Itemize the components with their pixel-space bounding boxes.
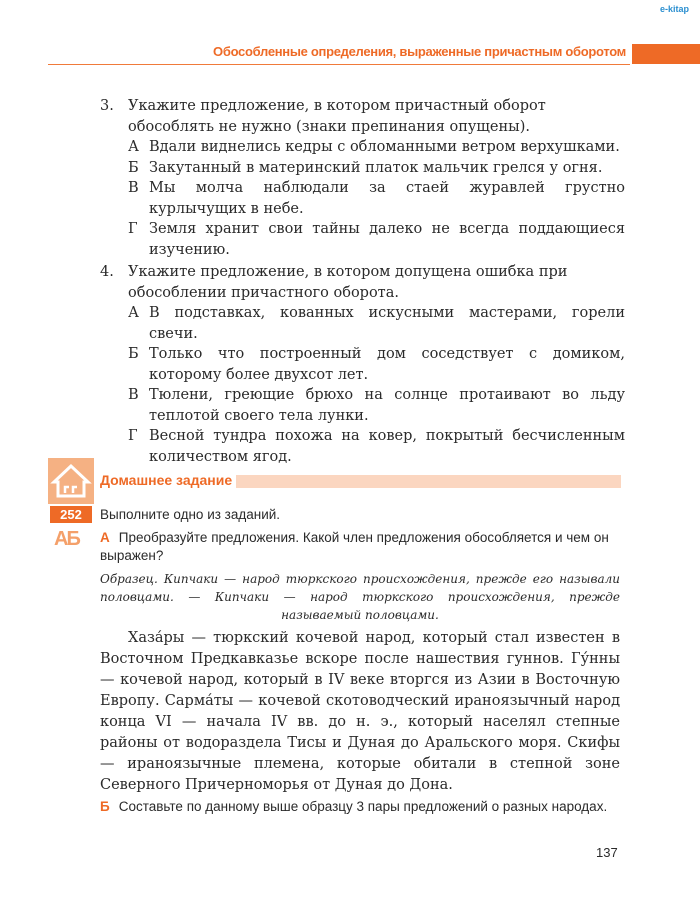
task-number-badge: 252 [50, 506, 92, 523]
option-text: Вдали виднелись кедры с обломанными ветром верхушками. [149, 139, 620, 155]
answer-option [128, 219, 625, 260]
option-letter: В [128, 180, 139, 196]
question-4 [100, 262, 625, 467]
option-text: Тюлени, греющие брюхо на солнце протаивают во льду теплотой своего тела лунки. [149, 387, 625, 424]
option-text: Только что построенный дом соседствует с домиком, которому более двухсот лет. [149, 346, 625, 383]
answer-option [128, 385, 625, 426]
header-accent-bar [632, 44, 700, 64]
publisher-logo: e-kitap [660, 4, 690, 14]
part-letter: А [100, 530, 110, 545]
home-icon [48, 458, 94, 504]
question-number: 4. [100, 264, 114, 280]
option-letter: А [128, 139, 139, 155]
option-text: Весной тундра похожа на ковер, покрытый бесчисленным количеством ягод. [149, 428, 625, 465]
alphabet-icon: АБ [54, 528, 79, 550]
option-text: В подставках, кованных искусными мастерами, горели свечи. [149, 305, 625, 342]
option-text: Мы молча наблюдали за стаей журавлей грустно курлычущих в небе. [149, 180, 625, 217]
option-letter: Б [128, 346, 139, 362]
answer-option [128, 303, 625, 344]
answer-option [128, 178, 625, 219]
part-letter: Б [100, 799, 110, 814]
option-text: Закутанный в материнский платок мальчик грелся у огня. [149, 159, 603, 176]
option-letter: Г [128, 428, 138, 444]
option-letter: В [128, 387, 139, 403]
question-number: 3. [100, 98, 114, 114]
exercise-paragraph: Хаза́ры — тюркский кочевой народ, который стал известен в Восточном Предкавказье вскоре после нашествия гуннов. Гу́нны — кочевой народ, который в IV веке вторгся из Азии в Восточную Европу. Сарма́ты — кочевой скотоводческий ираноязычный народ конца VI — начала IV вв. до н. э., который населял степные районы от водораздела Тисы и Дуная до Аральского моря. Скифы — ираноязычные племена, которые обитали в степной зоне Северного Причерноморья от Дуная до Дона. [100, 630, 620, 793]
answer-option [128, 158, 625, 179]
question-text: Укажите предложение, в котором допущена ошибка при обособлении причастного оборота. [128, 264, 568, 301]
task-intro: Выполните одно из заданий. [100, 507, 281, 522]
question-3 [100, 96, 625, 260]
option-letter: А [128, 305, 139, 321]
answer-option [128, 344, 625, 385]
answer-option [128, 426, 625, 467]
option-text: Земля хранит свои тайны далеко не всегда поддающиеся изучению. [149, 221, 625, 258]
option-letter: Б [128, 159, 139, 176]
header-divider [48, 64, 630, 65]
part-b-text: Составьте по данному выше образцу 3 пары предложений о разных народах. [118, 799, 608, 814]
question-text: Укажите предложение, в котором причастный оборот обособлять не нужно (знаки препинания опущены). [128, 98, 546, 135]
task-part-b [100, 798, 620, 816]
part-a-text: Преобразуйте предложения. Какой член предложения обособляется и чем он выражен? [100, 530, 609, 563]
homework-title: Домашнее задание [100, 472, 236, 488]
sample-text: Образец. Кипчаки — народ тюркского происхождения, прежде его называли половцами. — Кипчаки — народ тюркского происхождения, прежде называемый половцами. [100, 572, 620, 622]
chapter-title: Обособленные определения, выраженные причастным оборотом [213, 44, 626, 59]
option-letter: Г [128, 221, 138, 237]
page-number: 137 [596, 845, 618, 860]
answer-option [128, 137, 625, 158]
task-part-a [100, 529, 620, 565]
